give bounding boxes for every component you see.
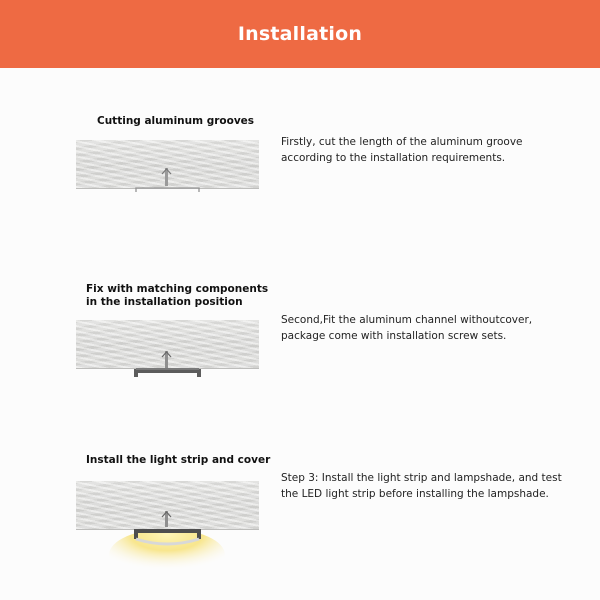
- step-2-description: [281, 312, 581, 344]
- step-2-description-line: package come with installation screw sets.: [281, 330, 507, 342]
- aluminum-groove-outline-icon: [76, 160, 259, 200]
- step-3-description-line: the LED light strip before installing the lampshade.: [281, 488, 549, 500]
- step-1-description-line: according to the installation requirements.: [281, 152, 506, 164]
- step-3-description-line: Step 3: Install the light strip and lampshade, and test: [281, 472, 562, 484]
- step-1-heading: [97, 115, 254, 128]
- step-2-heading-line: in the installation position: [86, 296, 243, 308]
- step-1-description-line: Firstly, cut the length of the aluminum groove: [281, 136, 523, 148]
- step-1-description: [281, 134, 581, 166]
- step-3-description: [281, 470, 581, 502]
- step-2-heading-line: Fix with matching components: [86, 283, 269, 295]
- step-2-description-line: Second,Fit the aluminum channel withoutcover,: [281, 314, 533, 326]
- step-3-heading-line: Install the light strip and cover: [86, 454, 271, 466]
- lit-led-strip-with-cover-icon: [76, 505, 259, 575]
- mounted-aluminum-channel-icon: [76, 345, 259, 385]
- step-1-heading-line: Cutting aluminum grooves: [97, 115, 255, 127]
- page-title: Installation: [237, 23, 363, 45]
- step-2-heading: [86, 283, 268, 309]
- step-3-heading: [86, 454, 270, 467]
- header-banner: [0, 0, 600, 68]
